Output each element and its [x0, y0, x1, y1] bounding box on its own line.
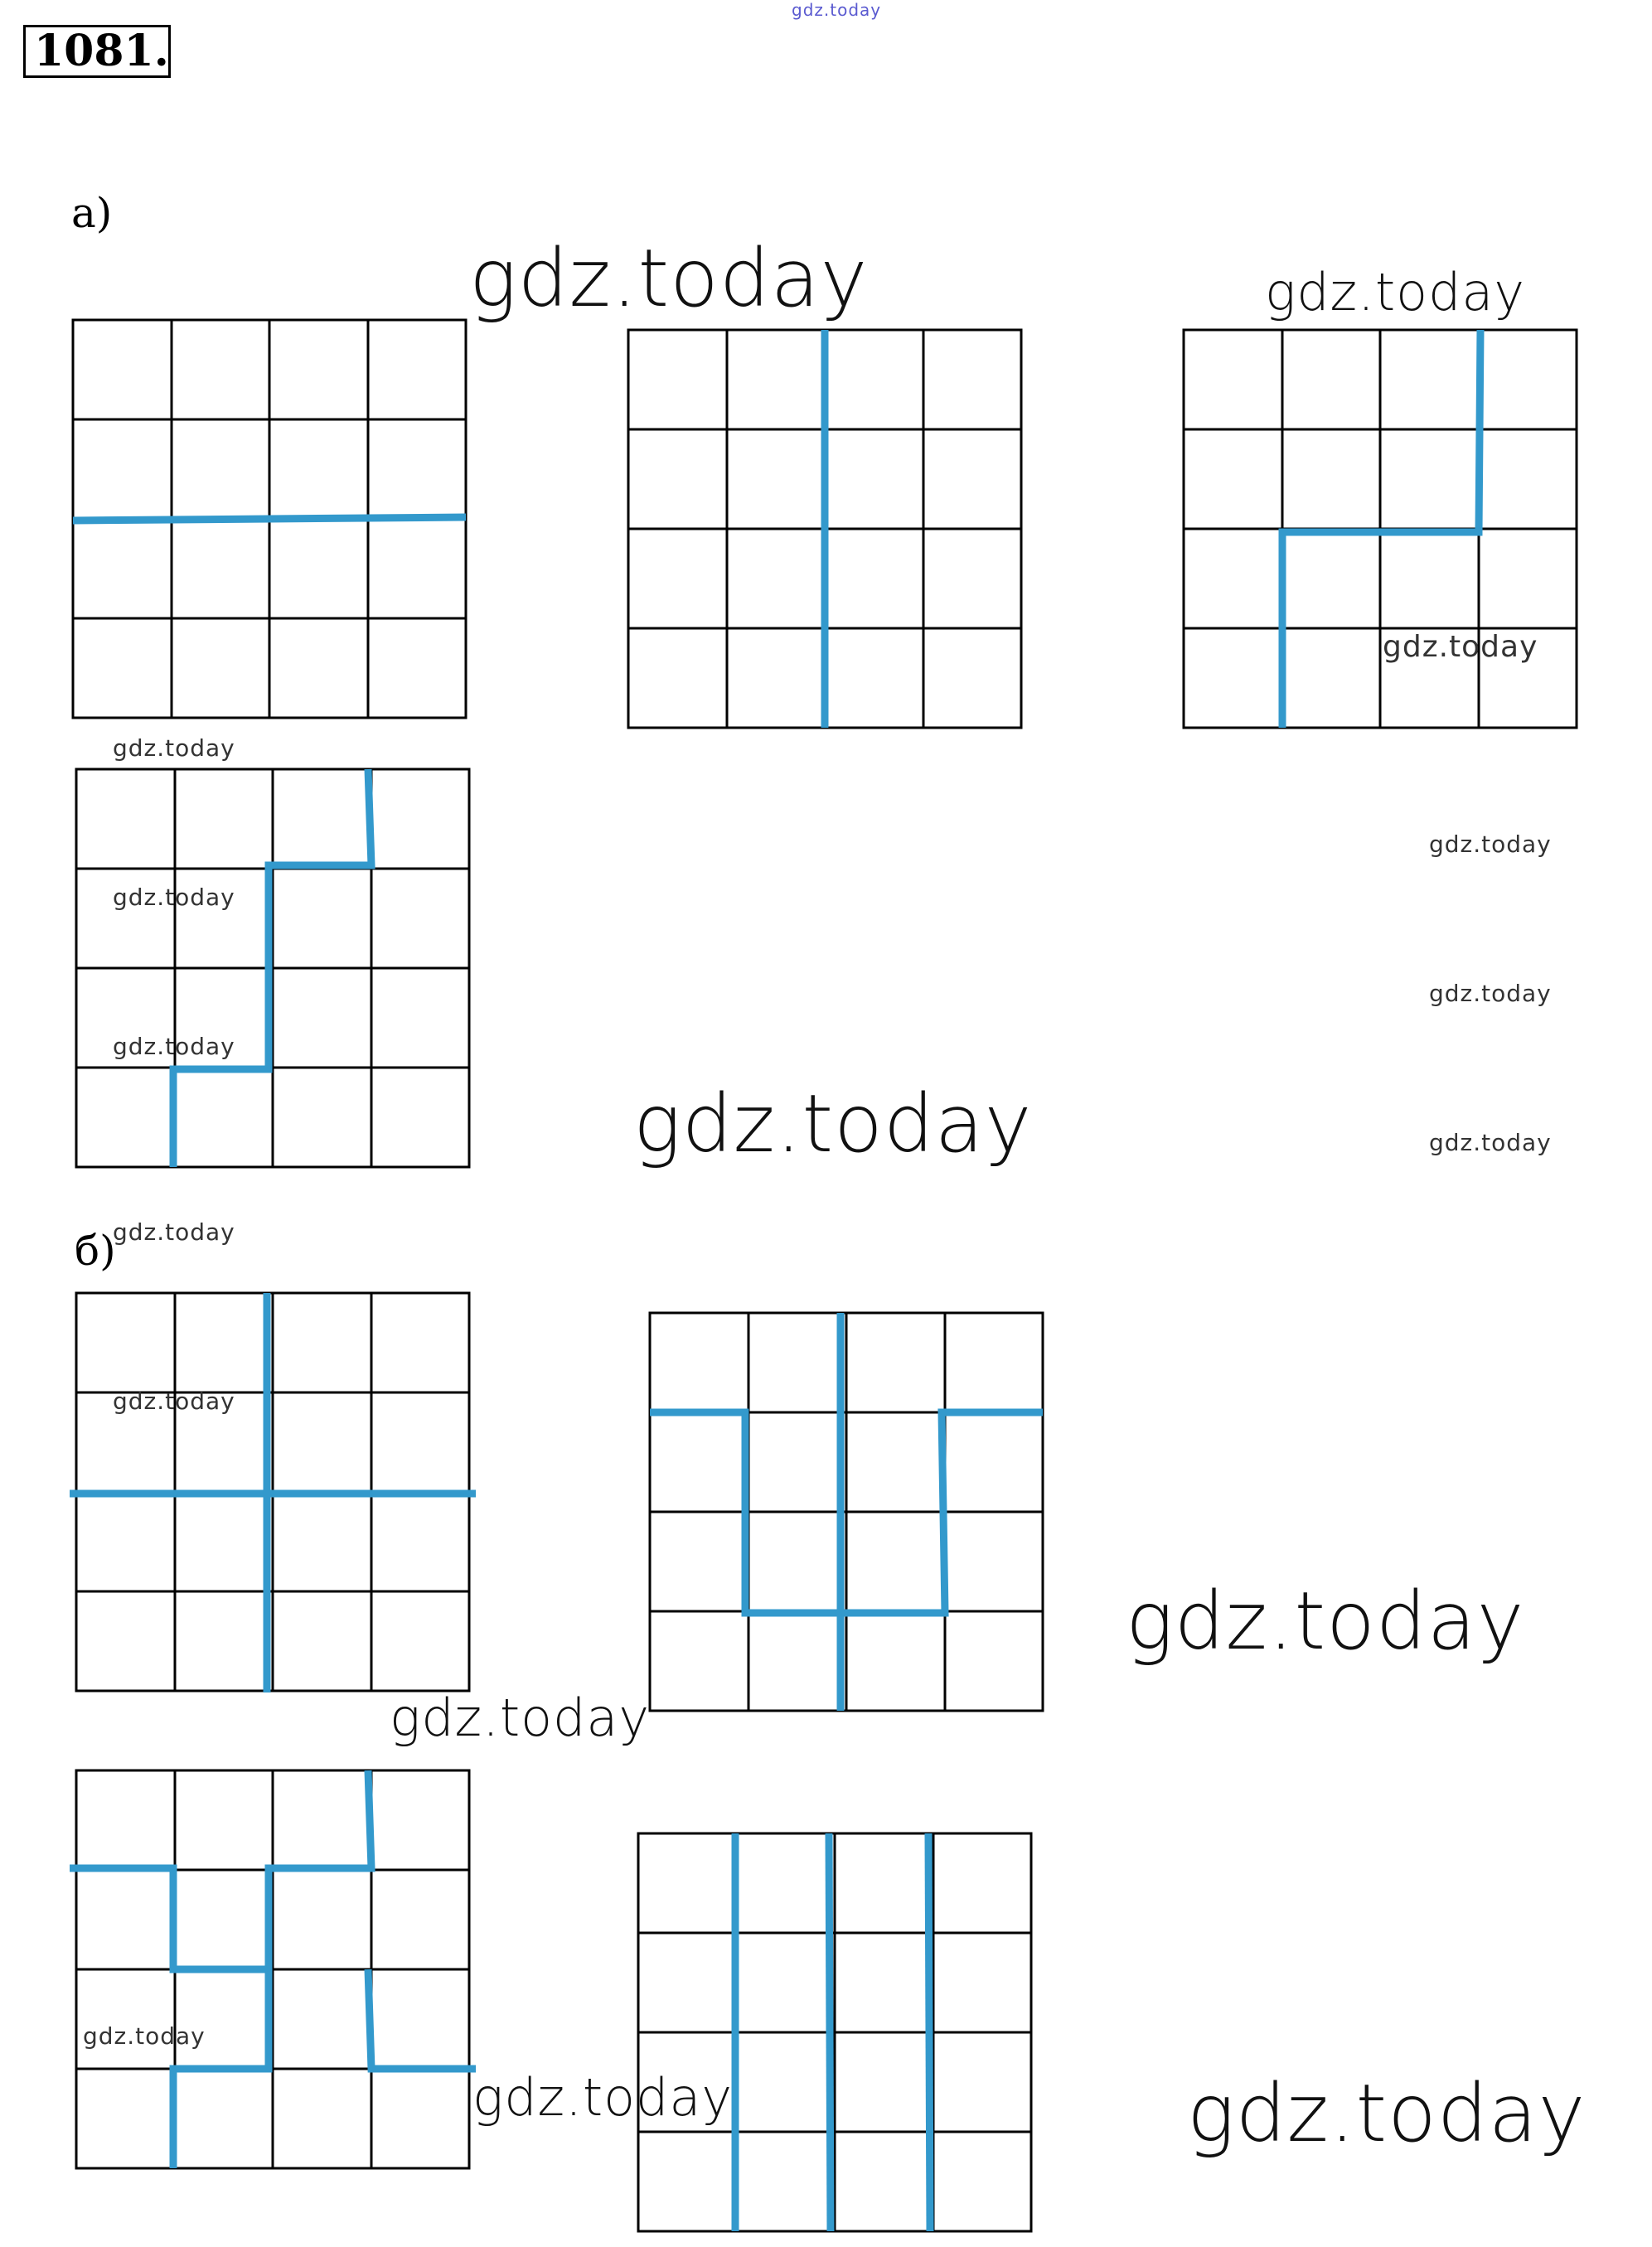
- cut-line-2: [829, 1833, 831, 2231]
- part-b-label: б): [75, 1227, 116, 1275]
- figure-b4: [638, 1833, 1033, 2233]
- cut-line-3: [928, 1833, 930, 2231]
- figure-a3: [1184, 330, 1578, 729]
- figure-b1: [76, 1293, 471, 1693]
- watermark-14: gdz.today: [390, 1688, 651, 1748]
- figure-b3: [76, 1770, 471, 2170]
- watermark-7: gdz.today: [1429, 831, 1552, 858]
- watermark-top: gdz.today: [792, 0, 882, 20]
- watermark-2: gdz.today: [1265, 262, 1526, 322]
- cut-line-1: [70, 1868, 269, 2168]
- watermark-6: gdz.today: [113, 1033, 235, 1060]
- watermark-13: gdz.today: [1126, 1575, 1525, 1668]
- figure-a4: [76, 769, 471, 1169]
- figure-b2: [650, 1313, 1044, 1712]
- watermark-1: gdz.today: [469, 232, 869, 325]
- watermark-15: gdz.today: [83, 2022, 206, 2050]
- watermark-12: gdz.today: [113, 1387, 235, 1415]
- problem-number: 1081.: [23, 25, 171, 78]
- figure-a2: [628, 330, 1023, 729]
- cut-line-2: [269, 1770, 371, 1969]
- watermark-11: gdz.today: [113, 1218, 235, 1246]
- watermark-8: gdz.today: [1429, 980, 1552, 1007]
- watermark-3: gdz.today: [1383, 630, 1538, 664]
- watermark-10: gdz.today: [633, 1077, 1033, 1170]
- watermark-16: gdz.today: [472, 2067, 734, 2128]
- figure-a1: [73, 320, 468, 719]
- watermark-4: gdz.today: [113, 734, 235, 762]
- cut-line-3: [368, 1969, 476, 2069]
- watermark-9: gdz.today: [1429, 1129, 1552, 1156]
- part-a-label: а): [71, 189, 113, 237]
- watermark-17: gdz.today: [1187, 2067, 1587, 2160]
- watermark-5: gdz.today: [113, 884, 235, 911]
- cut-line: [73, 517, 466, 521]
